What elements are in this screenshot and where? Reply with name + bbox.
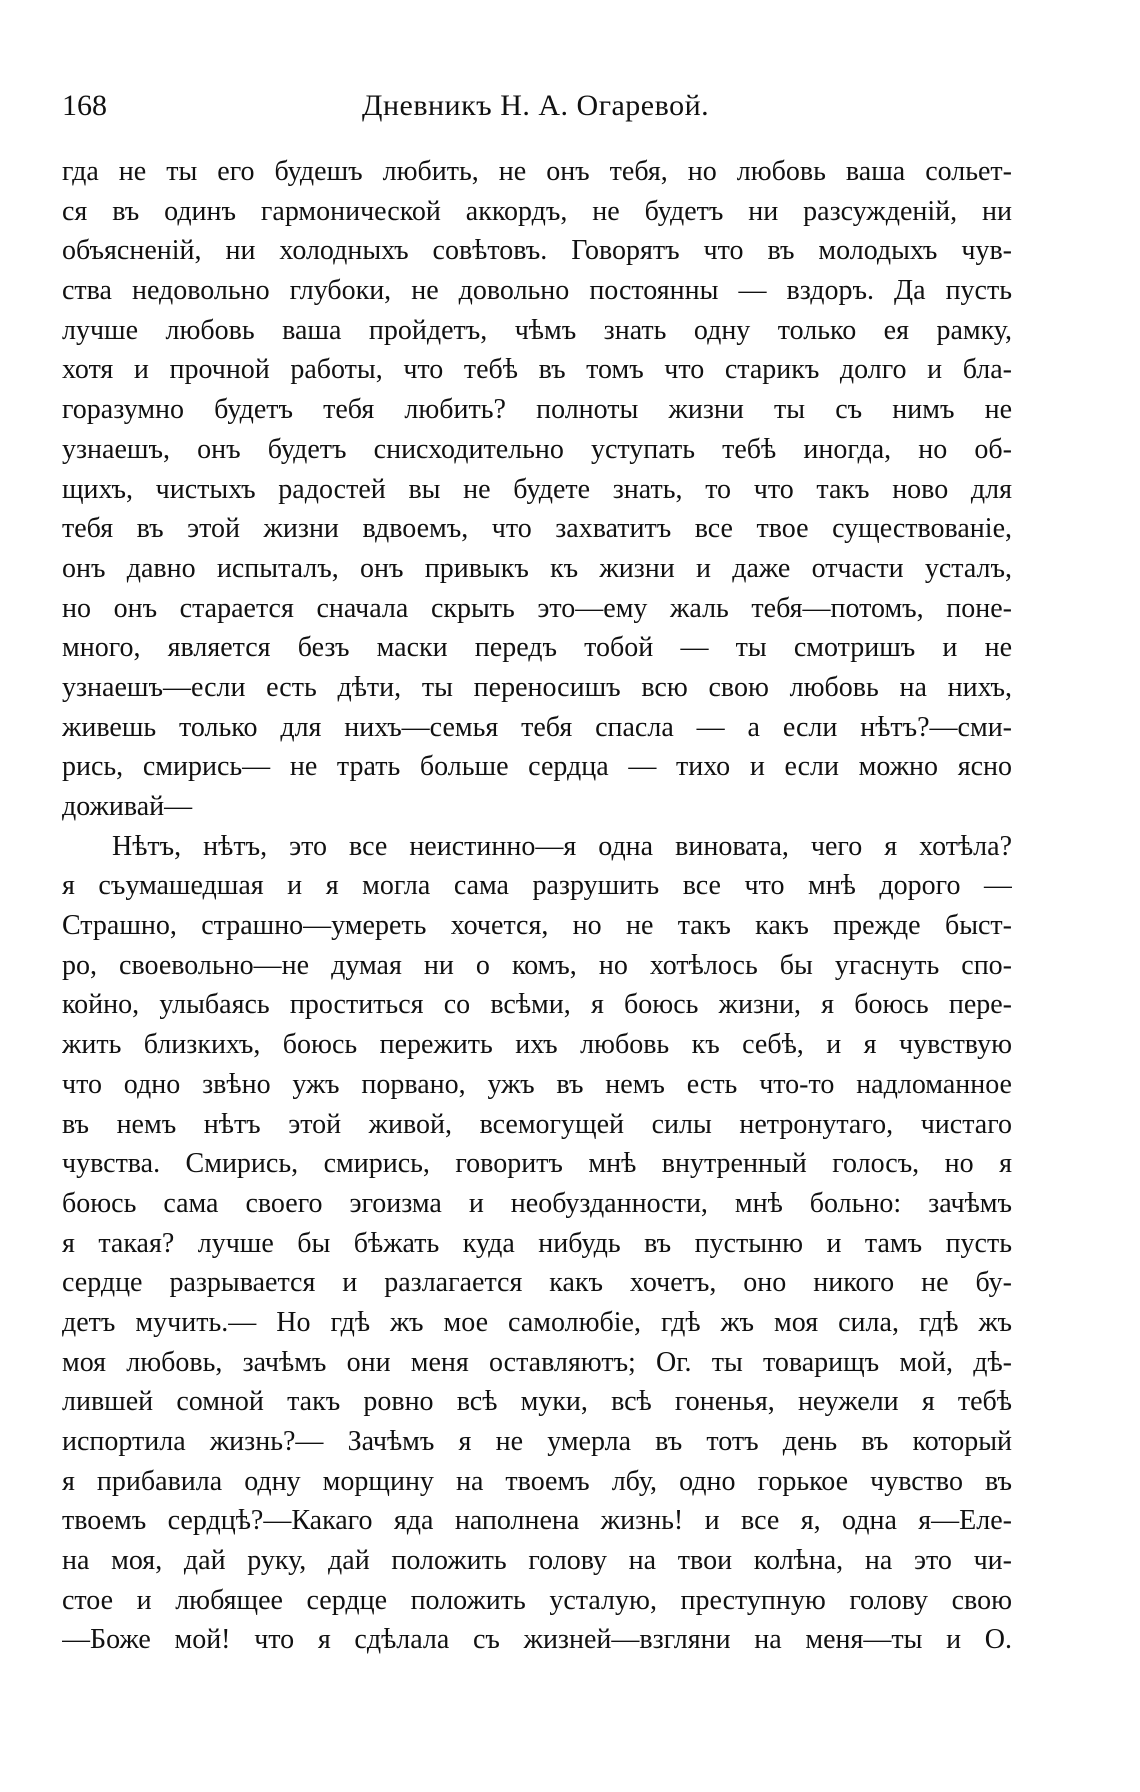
text-line: горазумно будетъ тебя любить? полноты жизни ты съ нимъ не bbox=[62, 394, 1012, 426]
text-line: Страшно, страшно—умереть хочется, но не такъ какъ прежде быст- bbox=[62, 910, 1012, 942]
text-line: лучше любовь ваша пройдетъ, чѣмъ знать одну только ея рамку, bbox=[62, 314, 1012, 346]
page-number: 168 bbox=[62, 89, 107, 122]
text-line: тебя въ этой жизни вдвоемъ, что захватитъ все твое существованіе, bbox=[62, 513, 1012, 545]
text-line: узнаешъ, онъ будетъ снисходительно уступать тебѣ иногда, но об- bbox=[62, 433, 1012, 465]
text-line: гда не ты его будешъ любить, не онъ тебя, но любовь ваша сольет- bbox=[62, 156, 1012, 187]
text-line: чувства. Смирись, смирись, говоритъ мнѣ внутренный голосъ, но я bbox=[62, 1148, 1012, 1180]
text-line: койно, улыбаясь проститься со всѣми, я боюсь жизни, я боюсь пере- bbox=[62, 989, 1012, 1021]
text-line: детъ мучить.— Но гдѣ жъ мое самолюбіе, гдѣ жъ моя сила, гдѣ жъ bbox=[62, 1306, 1012, 1338]
text-line: живешь только для нихъ—семья тебя спасла — а если нѣтъ?—сми- bbox=[62, 711, 1012, 743]
paragraph-1 bbox=[62, 152, 1012, 827]
text-line: много, является безъ маски передъ тобой — ты смотришъ и не bbox=[62, 632, 1012, 664]
text-line: испортила жизнь?— Зачѣмъ я не умерла въ тотъ день въ который bbox=[62, 1426, 1012, 1457]
page-header bbox=[62, 86, 1012, 130]
text-line: —Боже мой! что я сдѣлала съ жизней—взгляни на меня—ты и О. bbox=[62, 1624, 1012, 1656]
text-line: лившей сомной такъ ровно всѣ муки, всѣ гоненья, неужели я тебѣ bbox=[62, 1386, 1012, 1418]
text-line: доживай— bbox=[62, 791, 193, 822]
text-line: щихъ, чистыхъ радостей вы не будете знать, то что такъ ново для bbox=[62, 473, 1012, 505]
text-line: стое и любящее сердце положить усталую, преступную голову свою bbox=[62, 1584, 1012, 1616]
body-text bbox=[62, 152, 1012, 1660]
running-title: Дневникъ Н. А. Огаревой. bbox=[362, 89, 710, 122]
text-line: ства недовольно глубоки, не довольно постоянны — вздоръ. Да пусть bbox=[62, 275, 1012, 307]
paragraph-2 bbox=[62, 827, 1012, 1660]
text-line: моя любовь, зачѣмъ они меня оставляютъ; Ог. ты товарищъ мой, дѣ- bbox=[62, 1346, 1012, 1378]
text-line: сердце разрывается и разлагается какъ хочетъ, оно никого не бу- bbox=[62, 1267, 1012, 1299]
text-line: жить близкихъ, боюсь пережить ихъ любовь къ себѣ, и я чувствую bbox=[62, 1029, 1012, 1061]
text-line: на моя, дай руку, дай положить голову на твои колѣна, на это чи- bbox=[62, 1545, 1012, 1577]
text-line: узнаешъ—если есть дѣти, ты переносишъ всю свою любовь на нихъ, bbox=[62, 671, 1012, 703]
text-line: я съумашедшая и я могла сама разрушить все что мнѣ дорого — bbox=[62, 870, 1012, 902]
text-line: рись, смирись— не трать больше сердца — тихо и если можно ясно bbox=[62, 751, 1012, 783]
text-line: онъ давно испыталъ, онъ привыкъ къ жизни и даже отчасти усталъ, bbox=[62, 552, 1012, 584]
text-line: боюсь сама своего эгоизма и необузданности, мнѣ больно: зачѣмъ bbox=[62, 1187, 1012, 1219]
text-line: хотя и прочной работы, что тебѣ въ томъ что старикъ долго и бла- bbox=[62, 354, 1012, 386]
text-line: Нѣтъ, нѣтъ, это все неистинно—я одна виновата, чего я хотѣла? bbox=[112, 830, 1012, 862]
text-line: но онъ старается сначала скрыть это—ему жаль тебя—потомъ, поне- bbox=[62, 592, 1012, 624]
text-line: что одно звѣно ужъ порвано, ужъ въ немъ есть что-то надломанное bbox=[62, 1068, 1012, 1100]
text-line: объясненій, ни холодныхъ совѣтовъ. Говорятъ что въ молодыхъ чув- bbox=[62, 235, 1012, 267]
text-line: твоемъ сердцѣ?—Какаго яда наполнена жизнь! и все я, одна я—Еле- bbox=[62, 1505, 1012, 1537]
text-line: я прибавила одну морщину на твоемъ лбу, одно горькое чувство въ bbox=[62, 1465, 1012, 1497]
text-line: ро, своевольно—не думая ни о комъ, но хотѣлось бы угаснуть спо- bbox=[62, 949, 1012, 981]
text-line: я такая? лучше бы бѣжать куда нибудь въ пустыню и тамъ пусть bbox=[62, 1227, 1012, 1259]
text-line: въ немъ нѣтъ этой живой, всемогущей силы нетронутаго, чистаго bbox=[62, 1108, 1012, 1140]
text-line: ся въ одинъ гармонической аккордъ, не будетъ ни разсужденій, ни bbox=[62, 195, 1012, 227]
